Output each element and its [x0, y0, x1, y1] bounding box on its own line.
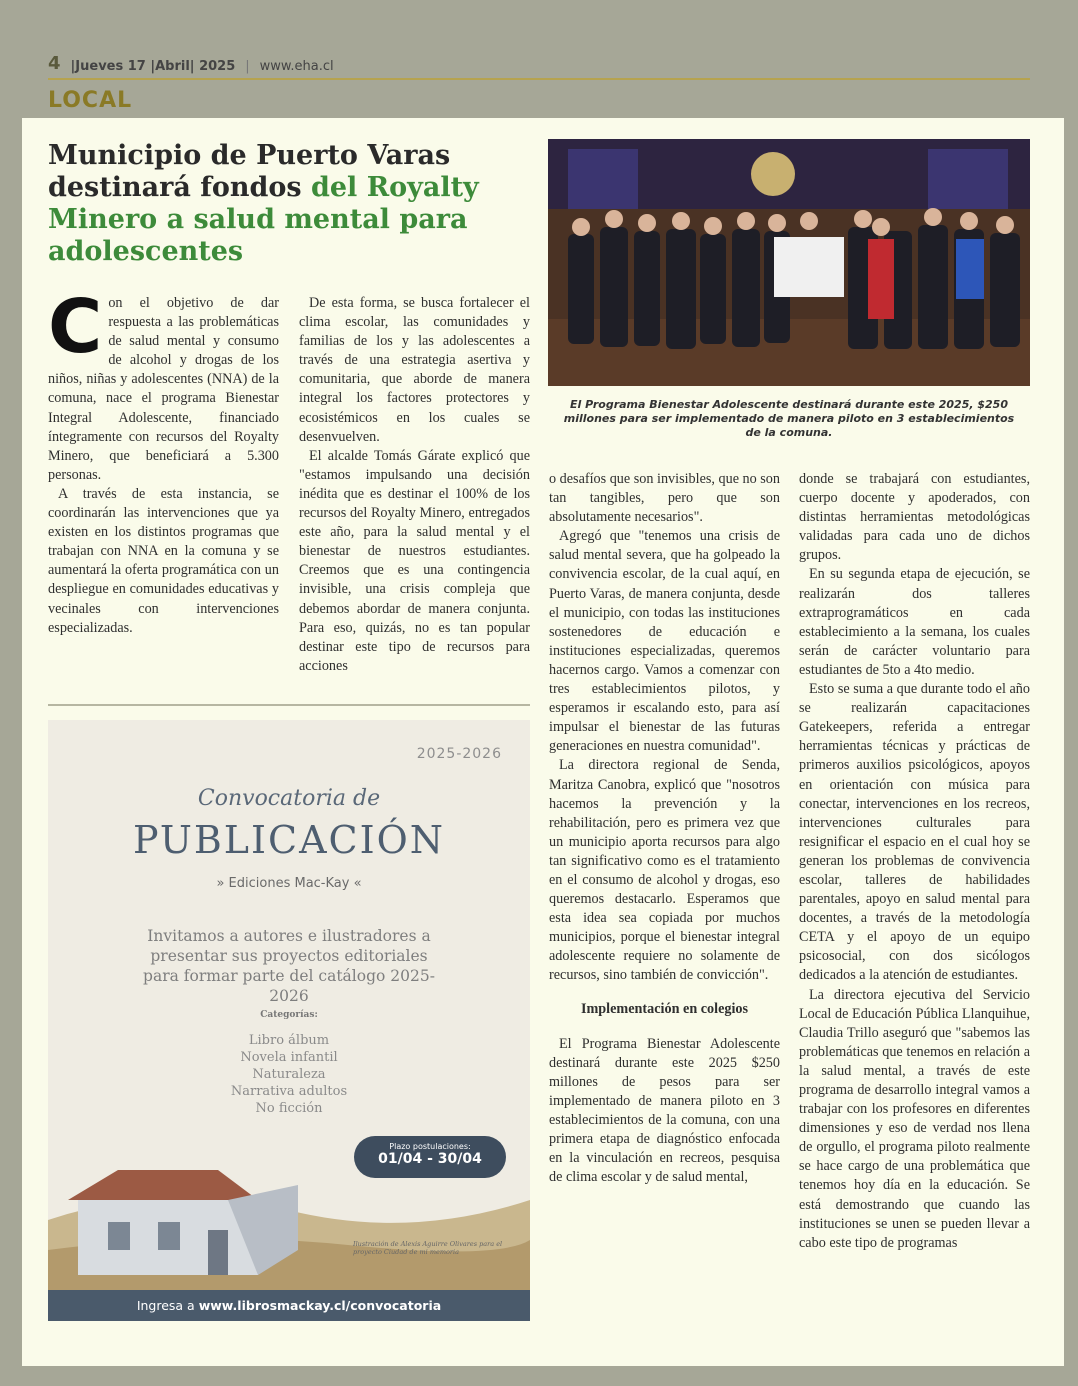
paragraph: o desafíos que son invisibles, que no son tan tangibles, pero que son absolutamente necesarios".	[549, 471, 780, 526]
list-item: Naturaleza	[252, 1067, 326, 1082]
list-item: Libro álbum	[248, 1033, 330, 1048]
section-label: LOCAL	[48, 88, 133, 113]
paragraph: Esto se suma a que durante todo el año se realizarán capacitaciones Gatekeepers, referida a entregar herramientas técnicas y prácticas de primeros auxilios psicológicos, apoyos en orientación con música para conectar, intervenciones en los recreos, intervenciones culturales para resignificar el espacio en el cual hoy se generan los problemas de convivencia escolar, talleres de habilidades parentales, apoyo en salud mental para docentes, a través de la metodología CETA y el apoyo de un equipo psicosocial, con dos sicólogos dedicados a la atención de estudiantes.	[799, 681, 1030, 984]
advertisement[interactable]	[48, 720, 530, 1321]
headline-part1: Municipio de Puerto Varas destinará fondos	[48, 140, 451, 203]
deadline-dates: 01/04 - 30/04	[378, 1151, 482, 1167]
illustration-credit: Ilustración de Alexis Aguirre Olivares para el proyecto Ciudad de mi memoria	[353, 1240, 503, 1256]
website-link[interactable]: www.eha.cl	[259, 59, 334, 74]
ad-url-link[interactable]: www.librosmackay.cl/convocatoria	[198, 1298, 442, 1313]
list-item: Narrativa adultos	[230, 1084, 348, 1099]
ad-year: 2025-2026	[416, 746, 502, 762]
page-number: 4	[48, 53, 61, 74]
ad-categories-list	[48, 1032, 530, 1117]
list-item: Novela infantil	[240, 1050, 338, 1065]
ad-categories-label: Categorías:	[260, 1010, 318, 1020]
paragraph: A través de esta instancia, se coordinarán las intervenciones que ya existen en los distintos programas que trabajan con NNA en la comuna y se aumentará la oferta programática con un despliegue en comunidades educativas y vecinales con intervenciones especializadas.	[48, 485, 279, 636]
article-column-2	[299, 294, 530, 676]
article-column-3	[549, 470, 780, 1187]
drop-cap: C	[48, 284, 103, 370]
ad-title-script: Convocatoria de	[197, 786, 381, 811]
paragraph: El Programa Bienestar Adolescente destinará durante este 2025 $250 millones de pesos para ser implementado de manera piloto en 3 establecimientos de la comuna, con una primera etapa de diagnóstico enfocada en la vinculación en recreos, pesquisa de clima escolar y de salud mental,	[549, 1035, 780, 1186]
article-headline	[48, 140, 528, 268]
ad-invitation: Invitamos a autores e ilustradores a presentar sus proyectos editoriales para formar parte del catálogo 2025-2026	[143, 927, 435, 1005]
article-column-4	[799, 470, 1030, 1253]
list-item: No ficción	[255, 1101, 323, 1116]
page-header	[48, 54, 1030, 80]
ad-footer-prefix: Ingresa a	[136, 1298, 199, 1313]
photo-caption: El Programa Bienestar Adolescente destinará durante este 2025, $250 millones para ser implementado de manera piloto en 3 establecimientos de la comuna.	[563, 398, 1015, 439]
issue-date: |Jueves 17 |Abril| 2025	[70, 59, 236, 74]
paragraph: donde se trabajará con estudiantes, cuerpo docente y apoderados, con distintas herramientas metodológicas validadas para cada uno de dichos grupos.	[799, 471, 1030, 564]
divider	[48, 704, 530, 706]
deadline-badge	[354, 1136, 506, 1178]
paragraph: La directora regional de Senda, Maritza Canobra, explicó que "nosotros hacemos la prevención y la rehabilitación, pero es primera vez que un municipio aporta recursos para algo tan significativo como es el tratamiento en el consumo de alcohol y drogas, eso queremos destacarlo. Esperamos que esta idea sea copiada por muchos municipios, porque el bienestar integral adolescente requiere no solamente de recursos, sino también de convicción".	[549, 757, 780, 984]
paragraph: Con el objetivo de dar respuesta a las problemáticas de salud mental y consumo de alcohol y drogas de los niños, niñas y adolescentes (NNA) de la comuna, nace el programa Bienestar Integral Adolescente, financiado íntegramente con recursos del Royalty Minero, que beneficiará a 5.300 personas.	[48, 284, 279, 483]
section-subheading: Implementación en colegios	[580, 1000, 749, 1017]
ad-footer[interactable]	[48, 1290, 530, 1321]
deadline-label: Plazo postulaciones:	[389, 1142, 471, 1151]
header-separator: |	[245, 59, 250, 74]
event-photo	[548, 139, 1030, 386]
paragraph: El alcalde Tomás Gárate explicó que "estamos impulsando una decisión inédita que es destinar el 100% de los recursos del Royalty Minero, entregados este año, para la salud mental y el bienestar de nuestros estudiantes. Creemos que es una contingencia invisible, una crisis compleja que debemos abordar de manera conjunta. Para eso, quizás, no es tan popular destinar este tipo de recursos para acciones	[299, 447, 530, 674]
ad-publisher: » Ediciones Mac-Kay «	[216, 876, 362, 891]
article-column-1	[48, 284, 279, 638]
paragraph: En su segunda etapa de ejecución, se realizarán dos talleres extraprogramáticos en cada establecimiento a la semana, los cuales serán de carácter voluntario para estudiantes de 5to a 4to medio.	[799, 566, 1030, 678]
paragraph: Agregó que "tenemos una crisis de salud mental severa, que ha golpeado la convivencia escolar, de la cual aquí, en Puerto Varas, de manera conjunta, desde el municipio, con todas las instituciones sostenedores de educación e instituciones especializadas, queremos hacernos cargo. Vamos a comenzar con tres establecimientos pilotos, y esperamos ir escalando esto, para así impulsar el bienestar de las futuras generaciones en nuestra comunidad".	[549, 528, 780, 755]
paragraph: La directora ejecutiva del Servicio Local de Educación Pública Llanquihue, Claudia Trillo aseguró que "sabemos las problemáticas que tenemos en relación a la salud mental, a través de este programa de desarrollo integral vamos a trabajar con los profesores en diferentes dimensiones y eso de verdad nos llena de orgullo, el programa piloto realmente se hace cargo de una problemática que tenemos hoy día en la educación. Se está demostrando que cuando las instituciones se unen se pueden llevar a cabo este tipo de programas	[799, 986, 1030, 1251]
headline-part2: del Royalty Minero a salud mental para adolescentes	[48, 172, 479, 267]
group-photo-image	[548, 139, 1030, 386]
paragraph: De esta forma, se busca fortalecer el clima escolar, las comunidades y familias de los y las adolescentes a través de una estrategia asertiva y comunitaria, que aborde de manera integral los factores protectores y ecosistémicos en los cuales se desenvuelven.	[299, 295, 530, 445]
ad-title-main: PUBLICACIÓN	[132, 818, 446, 862]
